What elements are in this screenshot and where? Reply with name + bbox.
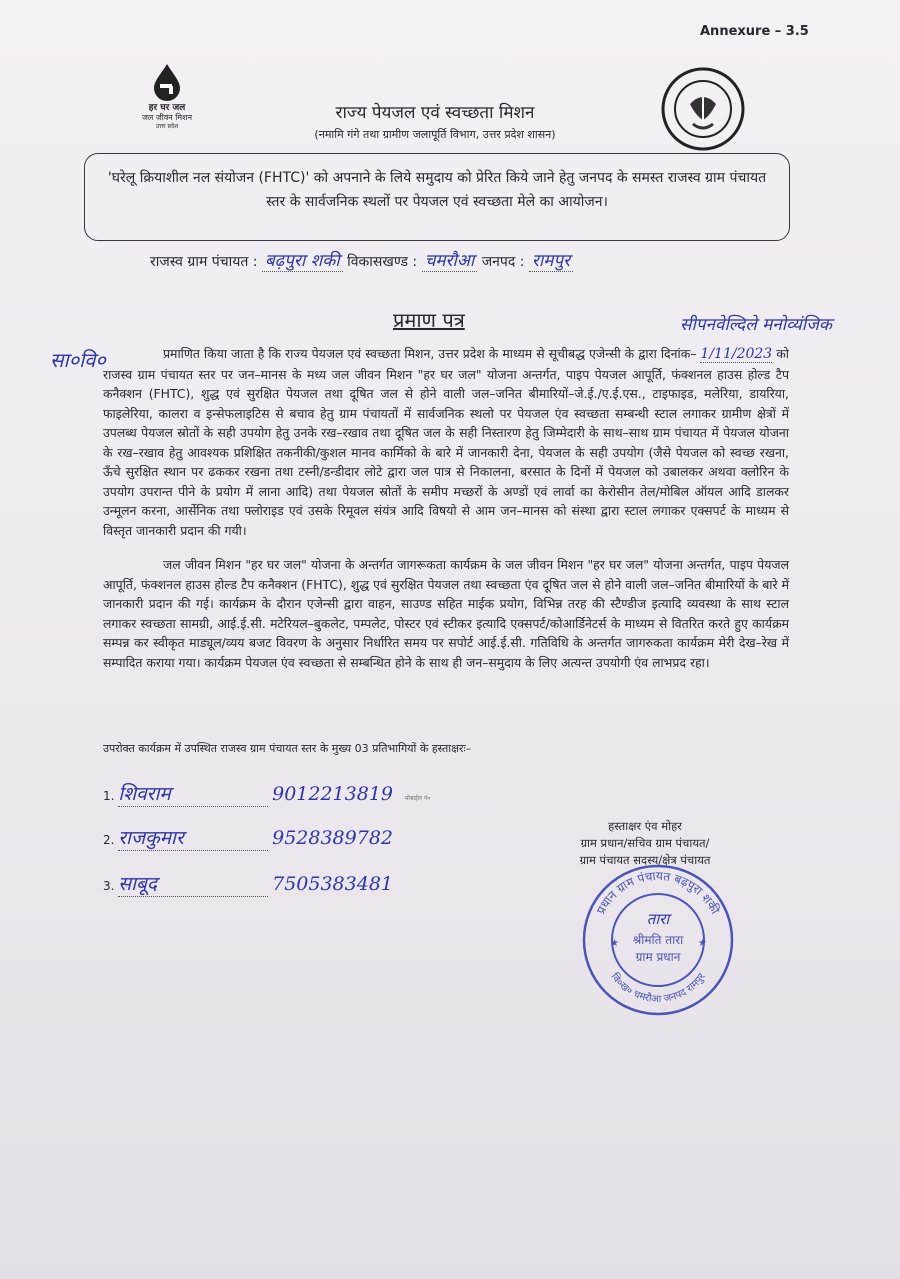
signature-number: 1. xyxy=(103,789,115,803)
signature-row-3 xyxy=(103,870,393,897)
pradhan-stamp xyxy=(578,860,738,1024)
certificate-paragraph-1 xyxy=(103,344,789,540)
water-drop-tap-icon xyxy=(149,62,185,102)
signature-number: 2. xyxy=(103,833,115,847)
para1-date-prefix: के द्वारा दिनांक– xyxy=(624,346,697,361)
para1-body: को राजस्व ग्राम पंचायत स्तर पर जन–मानस के मध्य जल जीवन मिशन "हर घर जल" योजना अन्तर्गत, पाइप पेयजल आपूर्ति, फंक्शनल हाउस होल्ड टैप कनैक्शन (FHTC), शुद्ध एवं सुरक्षित पेयजल तथा दूषित जल से होने वाली जल–जनित बीमारियों–जे.ई./ए.ई.एस., टाइफाइड, मलेरिया, डायरिया, फाइलेरिया, कालरा व इन्सेफलाइटिस से बचाव हेतु ग्राम पंचायतों में सार्वजनिक स्थलो पर पेयजल एंव स्वच्छता सम्बन्धी स्टाल लगाकर ग्रामीण क्षेत्रों में उपलब्ध पेयजल स्रोतों के सही उपयोग हेतु उनके रख–रखाव तथा दूषित जल के सही निस्तारण हेतु जिम्मेदारी के साथ–साथ ग्राम पंचायत में पेयजल योजना के रख–रखाव हेतु आवश्यक प्रशिक्षित तकनीकी/कुशल मानव कार्मिको के बारे में जानकारी देना, पेयजल के सही उपयोग (जैसे पेयजल को स्वच्छ रखना, ऊँचे सुरक्षित स्थान पर ढककर रखना तथा टस्नी/डन्डीदार लोटे द्वारा जल पात्र से निकालना, बरसात के दिनों में पेयजल को उबालकर अथवा क्लोरिन के उपयोग उपरान्त पीने के प्रयोग में लाना आदि) तथा पेयजल स्रोतों के समीप मच्छरों के अण्डों एवं लार्वा का केरोसीन तेल/मोबिल ऑयल आदि डालकर उन्मूलन करना, आर्सेनिक तथा फ्लोराइड एवं उसके रिमूवल संयंत्र आदि विषयो से आम जन–मानस को संस्था द्वारा स्टाल लगाकर एक्सपर्ट के माध्यम से विस्तृत जानकारी प्रदान की गयी। xyxy=(103,346,789,538)
stamp-star-icon: ★ xyxy=(698,938,707,949)
handwritten-agency-name: सीपनवेल्दिले मनोव्यंजिक xyxy=(680,315,832,335)
stamp-ring-text-bottom: वि०ख० चमरौआ जनपद रामपुर xyxy=(608,971,708,1006)
har-ghar-jal-logo xyxy=(128,62,206,131)
logo-line-2: जल जीवन मिशन xyxy=(141,113,193,122)
block-label: विकासखण्ड : xyxy=(347,254,418,270)
panchayat-value: बढ़पुरा शकी xyxy=(262,251,343,272)
signature-name: राजकुमार xyxy=(118,824,268,851)
annexure-label: Annexure – 3.5 xyxy=(700,24,809,39)
handwritten-margin-note: सा०वि० xyxy=(50,348,106,372)
mobile-label: मोबाईल नं० xyxy=(404,795,431,802)
certificate-heading: प्रमाण पत्र xyxy=(393,308,465,332)
district-label: जनपद : xyxy=(481,254,525,270)
authority-line-1: हस्ताक्षर एंव मोहर xyxy=(608,819,682,833)
event-title-box xyxy=(84,153,790,241)
panchayat-label: राजस्व ग्राम पंचायत : xyxy=(150,254,258,270)
mission-title: राज्य पेयजल एवं स्वच्छता मिशन xyxy=(335,103,535,123)
stamp-name: श्रीमति तारा xyxy=(632,933,684,947)
signature-row-2 xyxy=(103,824,393,851)
certificate-paragraph-2: जल जीवन मिशन "हर घर जल" योजना के अन्तर्गत जागरूकता कार्यक्रम के जल जीवन मिशन "हर घर जल" योजना अन्तर्गत, पाइप पेयजल आपूर्ति, फंक्शनल हाउस होल्ड टैप कनैक्शन (FHTC), शुद्ध एवं सुरक्षित पेयजल तथा स्वच्छता एंव दूषित जल से होने वाली जल–जनित बीमारियों के बारे में जानकारी प्रदान की गई। कार्यक्रम के दौरान एजेन्सी द्वारा वाहन, साउण्ड सहित माईक प्रयोग, विभिन्न तरह की स्टैण्डीज इत्यादि व्यवस्था के साथ स्टाल लगाकर स्वच्छता सामग्री, आई.ई.सी. मटेरियल–बुकलेट, पम्पलेट, पोस्टर एवं स्टीकर इत्यादि एक्सपर्ट/कोआर्डिनेटर्स के माध्यम से वितरित करते हुए कार्यक्रम सम्पन्न कर स्वीकृत माड्यूल/व्यय बजट विवरण के अनुसार निर्धारित समय पर सपोर्ट आई.ई.सी. गतिविधि के अन्तर्गत जागरुकता कार्यक्रम मेरी देख–रेख में सम्पादित कराया गया। कार्यक्रम पेयजल एंव स्वच्छता से सम्बन्धित होने के साथ ही जन–समुदाय के लिए अत्यन्त उपयोगी एंव लाभप्रद रहा। xyxy=(103,557,789,670)
stamp-star-icon: ★ xyxy=(610,938,619,949)
signatures-intro: उपरोक्त कार्यक्रम में उपस्थित राजस्व ग्राम पंचायत स्तर के मुख्य 03 प्रतिभागियों के हस्ताक्षरः– xyxy=(103,742,472,755)
authority-line-3: ग्राम पंचायत सदस्य/क्षेत्र पंचायत xyxy=(579,853,711,867)
para1-lead: प्रमाणित किया जाता है कि राज्य पेयजल एवं स्वच्छता मिशन, उत्तर प्रदेश के माध्यम से सूचीबद्ध एजेन्सी xyxy=(163,346,621,361)
up-government-emblem-icon xyxy=(660,66,746,156)
block-value: चमरौआ xyxy=(422,251,478,272)
logo-line-3: उत्तर प्रदेश xyxy=(155,123,179,130)
logo-line-1: हर घर जल xyxy=(148,103,186,113)
signature-phone: 9528389782 xyxy=(272,827,393,849)
mission-subtitle: (नमामि गंगे तथा ग्रामीण जलापूर्ति विभाग, उत्तर प्रदेश शासन) xyxy=(314,128,556,141)
event-title-text: 'घरेलू क्रियाशील नल संयोजन (FHTC)' को अपनाने के लिये समुदाय को प्रेरित किये जाने हेतु जनपद के समस्त राजस्व ग्राम पंचायत स्तर के सार्वजनिक स्थलों पर पेयजल एवं स्वच्छता मेले का आयोजन। xyxy=(107,170,767,210)
stamp-ring-text-top: प्रधान ग्राम पंचायत बढ़पुरा शकी xyxy=(593,868,723,917)
signature-name: साबूद xyxy=(118,870,268,897)
stamp-signature: तारा xyxy=(646,910,670,928)
signature-phone: 7505383481 xyxy=(272,873,393,895)
stamp-role: ग्राम प्रधान xyxy=(635,950,681,964)
para1-date-value: 1/11/2023 xyxy=(700,346,773,362)
district-value: रामपुर xyxy=(529,251,573,272)
signature-number: 3. xyxy=(103,879,115,893)
signature-row-1 xyxy=(103,780,430,807)
signature-phone: 9012213819 xyxy=(272,783,393,805)
location-fields xyxy=(150,248,573,271)
signature-name: शिवराम xyxy=(118,780,268,807)
authority-line-2: ग्राम प्रधान/सचिव ग्राम पंचायत/ xyxy=(580,836,710,850)
